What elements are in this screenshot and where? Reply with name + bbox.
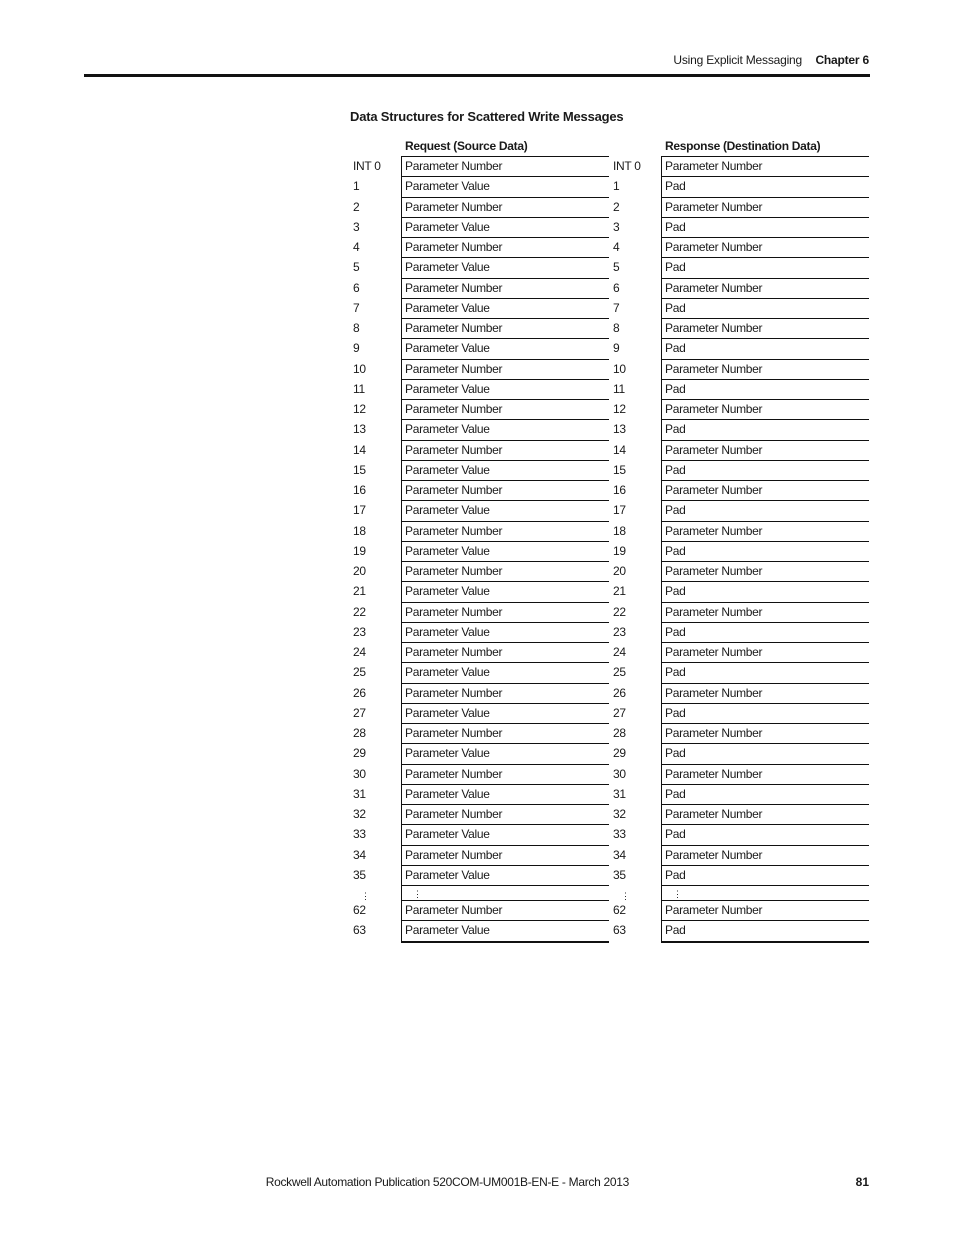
row-cell: Pad bbox=[661, 784, 869, 804]
row-cell: Parameter Value bbox=[401, 581, 609, 601]
row-cell: Parameter Value bbox=[401, 217, 609, 237]
row-cell: Parameter Number bbox=[401, 399, 609, 419]
row-index: 16 bbox=[353, 483, 366, 497]
row-index: 16 bbox=[613, 483, 626, 497]
table-row bbox=[610, 642, 869, 662]
row-index: 4 bbox=[353, 240, 360, 254]
row-index: 3 bbox=[613, 219, 620, 234]
row-index: 8 bbox=[353, 321, 360, 335]
table-row bbox=[350, 298, 609, 318]
row-index: INT 0 bbox=[613, 159, 641, 173]
row-index: 1 bbox=[613, 179, 620, 194]
table-row bbox=[610, 602, 869, 622]
row-index: 23 bbox=[613, 624, 626, 639]
row-index: 17 bbox=[353, 503, 366, 518]
table-row bbox=[350, 480, 609, 500]
row-index: 21 bbox=[613, 584, 626, 599]
table-row bbox=[610, 743, 869, 763]
row-index: 3 bbox=[353, 219, 360, 234]
row-cell: Parameter Number bbox=[401, 156, 609, 176]
row-index: 30 bbox=[353, 766, 366, 781]
row-cell: Parameter Number bbox=[661, 764, 869, 784]
row-cell: Parameter Number bbox=[661, 197, 869, 217]
table-row bbox=[350, 662, 609, 682]
table-row bbox=[610, 561, 869, 581]
table-row bbox=[350, 500, 609, 520]
table-row bbox=[610, 865, 869, 885]
header-rule bbox=[84, 74, 870, 77]
row-cell: Pad bbox=[661, 581, 869, 601]
row-index: 63 bbox=[613, 923, 626, 938]
footer-publication: Rockwell Automation Publication 520COM-UM001B-EN-E - March 2013 bbox=[265, 1175, 629, 1189]
table-row bbox=[610, 278, 869, 298]
row-index: 26 bbox=[613, 685, 626, 700]
row-index: 4 bbox=[613, 240, 620, 254]
table-row bbox=[610, 845, 869, 865]
row-cell: Parameter Number bbox=[401, 440, 609, 460]
row-cell: Parameter Number bbox=[661, 359, 869, 379]
table-row bbox=[610, 662, 869, 682]
row-cell: Parameter Number bbox=[401, 642, 609, 662]
row-index: 1 bbox=[353, 179, 360, 194]
row-cell: Parameter Number bbox=[401, 561, 609, 581]
table-row bbox=[610, 683, 869, 703]
row-index: 26 bbox=[353, 685, 366, 700]
row-cell: Parameter Number bbox=[401, 278, 609, 298]
table-row bbox=[350, 602, 609, 622]
row-index: 29 bbox=[353, 746, 366, 761]
row-index: 33 bbox=[613, 827, 626, 842]
row-index: 8 bbox=[613, 321, 620, 335]
table-row bbox=[350, 217, 609, 237]
request-table bbox=[350, 156, 609, 943]
row-cell: Parameter Number bbox=[401, 602, 609, 622]
row-cell: Parameter Number bbox=[661, 318, 869, 338]
page-title: Data Structures for Scattered Write Messages bbox=[350, 109, 624, 124]
row-cell: Pad bbox=[661, 541, 869, 561]
row-cell: Pad bbox=[661, 743, 869, 763]
row-cell: Parameter Number bbox=[401, 521, 609, 541]
table-row bbox=[350, 804, 609, 824]
table-row bbox=[350, 338, 609, 358]
table-row bbox=[610, 197, 869, 217]
row-cell: Parameter Number bbox=[401, 804, 609, 824]
row-index: 32 bbox=[353, 807, 366, 821]
row-index: 14 bbox=[353, 442, 366, 457]
row-cell: Parameter Value bbox=[401, 298, 609, 318]
row-index: 31 bbox=[353, 786, 366, 801]
row-cell: Parameter Number bbox=[661, 683, 869, 703]
row-index: 6 bbox=[613, 280, 620, 295]
row-index: 35 bbox=[353, 867, 366, 882]
row-index: 11 bbox=[613, 381, 625, 396]
ellipsis-marker: ⋮ bbox=[413, 889, 422, 899]
row-cell: Pad bbox=[661, 338, 869, 358]
row-cell: Parameter Number bbox=[661, 521, 869, 541]
row-index: 17 bbox=[613, 503, 626, 518]
table-row bbox=[610, 359, 869, 379]
table-row bbox=[350, 176, 609, 196]
row-index: 62 bbox=[613, 903, 626, 917]
row-cell: Parameter Number bbox=[661, 278, 869, 298]
row-cell: Pad bbox=[661, 298, 869, 318]
row-index: 22 bbox=[613, 604, 626, 619]
row-index: 2 bbox=[353, 199, 360, 214]
table-row bbox=[350, 642, 609, 662]
table-row bbox=[610, 784, 869, 804]
row-cell: Parameter Value bbox=[401, 920, 609, 940]
table-row bbox=[610, 440, 869, 460]
row-index: 33 bbox=[353, 827, 366, 842]
row-index: 15 bbox=[353, 462, 366, 477]
row-index: 11 bbox=[353, 381, 365, 396]
row-cell: Parameter Number bbox=[661, 642, 869, 662]
row-index: 23 bbox=[353, 624, 366, 639]
table-row bbox=[610, 156, 869, 176]
row-index: 27 bbox=[613, 705, 626, 720]
row-index: 5 bbox=[613, 260, 620, 275]
request-heading: Request (Source Data) bbox=[405, 139, 528, 153]
row-cell: Pad bbox=[661, 865, 869, 885]
row-index: 10 bbox=[353, 361, 366, 376]
row-index: 29 bbox=[613, 746, 626, 761]
row-cell: Parameter Number bbox=[661, 156, 869, 176]
table-row bbox=[610, 318, 869, 338]
table-row bbox=[350, 521, 609, 541]
row-cell: Pad bbox=[661, 176, 869, 196]
row-cell: Parameter Value bbox=[401, 500, 609, 520]
table-row bbox=[350, 237, 609, 257]
row-cell: Parameter Number bbox=[661, 602, 869, 622]
table-row bbox=[350, 764, 609, 784]
row-cell: Parameter Number bbox=[661, 237, 869, 257]
row-cell: Parameter Value bbox=[401, 743, 609, 763]
row-index: 20 bbox=[353, 564, 366, 578]
table-row bbox=[610, 298, 869, 318]
row-cell: Parameter Number bbox=[401, 359, 609, 379]
row-cell: Parameter Value bbox=[401, 541, 609, 561]
row-cell: Parameter Number bbox=[661, 399, 869, 419]
table-row bbox=[610, 581, 869, 601]
row-index: 12 bbox=[613, 402, 626, 416]
table-row bbox=[610, 500, 869, 520]
row-index: 12 bbox=[353, 402, 366, 416]
table-row bbox=[350, 865, 609, 885]
table-row bbox=[610, 723, 869, 743]
table-row bbox=[350, 703, 609, 723]
row-index: 25 bbox=[613, 665, 626, 680]
row-index: 34 bbox=[613, 847, 626, 862]
row-cell: Parameter Value bbox=[401, 338, 609, 358]
row-cell: Pad bbox=[661, 419, 869, 439]
row-cell: Pad bbox=[661, 257, 869, 277]
table-row bbox=[610, 885, 869, 900]
table-row bbox=[350, 885, 609, 900]
table-row bbox=[610, 460, 869, 480]
row-cell: Parameter Number bbox=[401, 197, 609, 217]
row-index: 19 bbox=[613, 543, 626, 558]
row-cell: Parameter Number bbox=[401, 480, 609, 500]
row-cell: Parameter Number bbox=[401, 683, 609, 703]
table-bottom-rule bbox=[661, 941, 869, 943]
row-cell: Parameter Number bbox=[401, 723, 609, 743]
row-cell: Parameter Number bbox=[401, 845, 609, 865]
row-cell: Parameter Number bbox=[661, 480, 869, 500]
table-bottom-rule bbox=[401, 941, 609, 943]
running-header-section: Using Explicit Messaging bbox=[673, 53, 802, 67]
table-row bbox=[610, 399, 869, 419]
row-cell: Parameter Number bbox=[401, 764, 609, 784]
table-row bbox=[350, 419, 609, 439]
row-cell: Parameter Number bbox=[401, 237, 609, 257]
row-cell: Parameter Value bbox=[401, 824, 609, 844]
row-index: 63 bbox=[353, 923, 366, 938]
row-index: 2 bbox=[613, 199, 620, 214]
table-row bbox=[610, 920, 869, 940]
row-cell: Pad bbox=[661, 500, 869, 520]
row-index: 30 bbox=[613, 766, 626, 781]
table-row bbox=[350, 278, 609, 298]
table-row bbox=[610, 804, 869, 824]
page-number: 81 bbox=[855, 1175, 869, 1189]
row-cell: Pad bbox=[661, 217, 869, 237]
row-index: 34 bbox=[353, 847, 366, 862]
response-heading: Response (Destination Data) bbox=[665, 139, 821, 153]
row-cell: Parameter Value bbox=[401, 703, 609, 723]
row-index: 7 bbox=[353, 300, 360, 315]
row-index: 24 bbox=[353, 645, 366, 659]
table-row bbox=[350, 460, 609, 480]
table-row bbox=[610, 703, 869, 723]
row-cell: Parameter Value bbox=[401, 176, 609, 196]
running-header-chapter: Chapter 6 bbox=[815, 53, 869, 67]
row-index: 24 bbox=[613, 645, 626, 659]
row-index: 32 bbox=[613, 807, 626, 821]
row-index: INT 0 bbox=[353, 159, 381, 173]
row-index: 27 bbox=[353, 705, 366, 720]
table-row bbox=[610, 338, 869, 358]
row-index: 25 bbox=[353, 665, 366, 680]
ellipsis-marker: ⋮ bbox=[621, 891, 630, 901]
row-index: 22 bbox=[353, 604, 366, 619]
row-index: 13 bbox=[613, 422, 626, 437]
row-cell bbox=[661, 885, 869, 900]
table-row bbox=[350, 318, 609, 338]
row-cell: Pad bbox=[661, 460, 869, 480]
row-index: 10 bbox=[613, 361, 626, 376]
table-row bbox=[350, 622, 609, 642]
table-row bbox=[350, 900, 609, 920]
row-cell: Parameter Number bbox=[661, 440, 869, 460]
table-row bbox=[610, 237, 869, 257]
table-row bbox=[350, 723, 609, 743]
row-cell: Parameter Value bbox=[401, 865, 609, 885]
row-cell: Parameter Value bbox=[401, 419, 609, 439]
table-row bbox=[350, 683, 609, 703]
row-index: 15 bbox=[613, 462, 626, 477]
row-cell: Parameter Number bbox=[401, 900, 609, 920]
table-row bbox=[350, 359, 609, 379]
row-index: 20 bbox=[613, 564, 626, 578]
row-cell: Pad bbox=[661, 622, 869, 642]
row-cell: Parameter Value bbox=[401, 784, 609, 804]
table-row bbox=[610, 622, 869, 642]
row-cell: Parameter Value bbox=[401, 622, 609, 642]
table-row bbox=[350, 845, 609, 865]
row-cell: Parameter Number bbox=[661, 561, 869, 581]
row-index: 7 bbox=[613, 300, 620, 315]
ellipsis-marker: ⋮ bbox=[361, 891, 370, 901]
table-row bbox=[350, 824, 609, 844]
table-row bbox=[350, 784, 609, 804]
table-row bbox=[610, 217, 869, 237]
table-row bbox=[350, 743, 609, 763]
table-row bbox=[610, 541, 869, 561]
table-row bbox=[350, 561, 609, 581]
row-index: 18 bbox=[353, 523, 366, 538]
row-cell: Parameter Number bbox=[661, 804, 869, 824]
table-row bbox=[610, 521, 869, 541]
row-index: 62 bbox=[353, 903, 366, 917]
row-cell: Pad bbox=[661, 662, 869, 682]
row-index: 31 bbox=[613, 786, 626, 801]
row-cell: Parameter Value bbox=[401, 662, 609, 682]
row-index: 19 bbox=[353, 543, 366, 558]
row-cell: Parameter Number bbox=[661, 900, 869, 920]
ellipsis-marker: ⋮ bbox=[673, 889, 682, 899]
row-index: 9 bbox=[353, 341, 360, 356]
table-row bbox=[350, 399, 609, 419]
row-index: 18 bbox=[613, 523, 626, 538]
table-row bbox=[350, 156, 609, 176]
row-index: 13 bbox=[353, 422, 366, 437]
table-row bbox=[350, 257, 609, 277]
row-index: 35 bbox=[613, 867, 626, 882]
row-index: 9 bbox=[613, 341, 620, 356]
table-row bbox=[610, 419, 869, 439]
row-index: 14 bbox=[613, 442, 626, 457]
row-cell: Parameter Value bbox=[401, 379, 609, 399]
table-row bbox=[610, 379, 869, 399]
table-row bbox=[350, 581, 609, 601]
table-row bbox=[610, 257, 869, 277]
row-cell: Pad bbox=[661, 920, 869, 940]
table-row bbox=[350, 197, 609, 217]
row-cell: Parameter Value bbox=[401, 460, 609, 480]
response-table bbox=[610, 156, 869, 943]
table-row bbox=[350, 920, 609, 940]
table-row bbox=[610, 176, 869, 196]
row-index: 6 bbox=[353, 280, 360, 295]
row-index: 5 bbox=[353, 260, 360, 275]
table-row bbox=[350, 541, 609, 561]
row-index: 21 bbox=[353, 584, 366, 599]
table-row bbox=[610, 480, 869, 500]
table-row bbox=[350, 379, 609, 399]
row-cell: Pad bbox=[661, 379, 869, 399]
row-cell: Pad bbox=[661, 824, 869, 844]
row-index: 28 bbox=[353, 726, 366, 740]
table-row bbox=[610, 824, 869, 844]
row-cell: Parameter Value bbox=[401, 257, 609, 277]
row-cell: Parameter Number bbox=[401, 318, 609, 338]
row-cell: Parameter Number bbox=[661, 723, 869, 743]
table-row bbox=[610, 900, 869, 920]
row-cell bbox=[401, 885, 609, 900]
table-row bbox=[610, 764, 869, 784]
table-row bbox=[350, 440, 609, 460]
row-cell: Pad bbox=[661, 703, 869, 723]
row-cell: Parameter Number bbox=[661, 845, 869, 865]
row-index: 28 bbox=[613, 726, 626, 740]
